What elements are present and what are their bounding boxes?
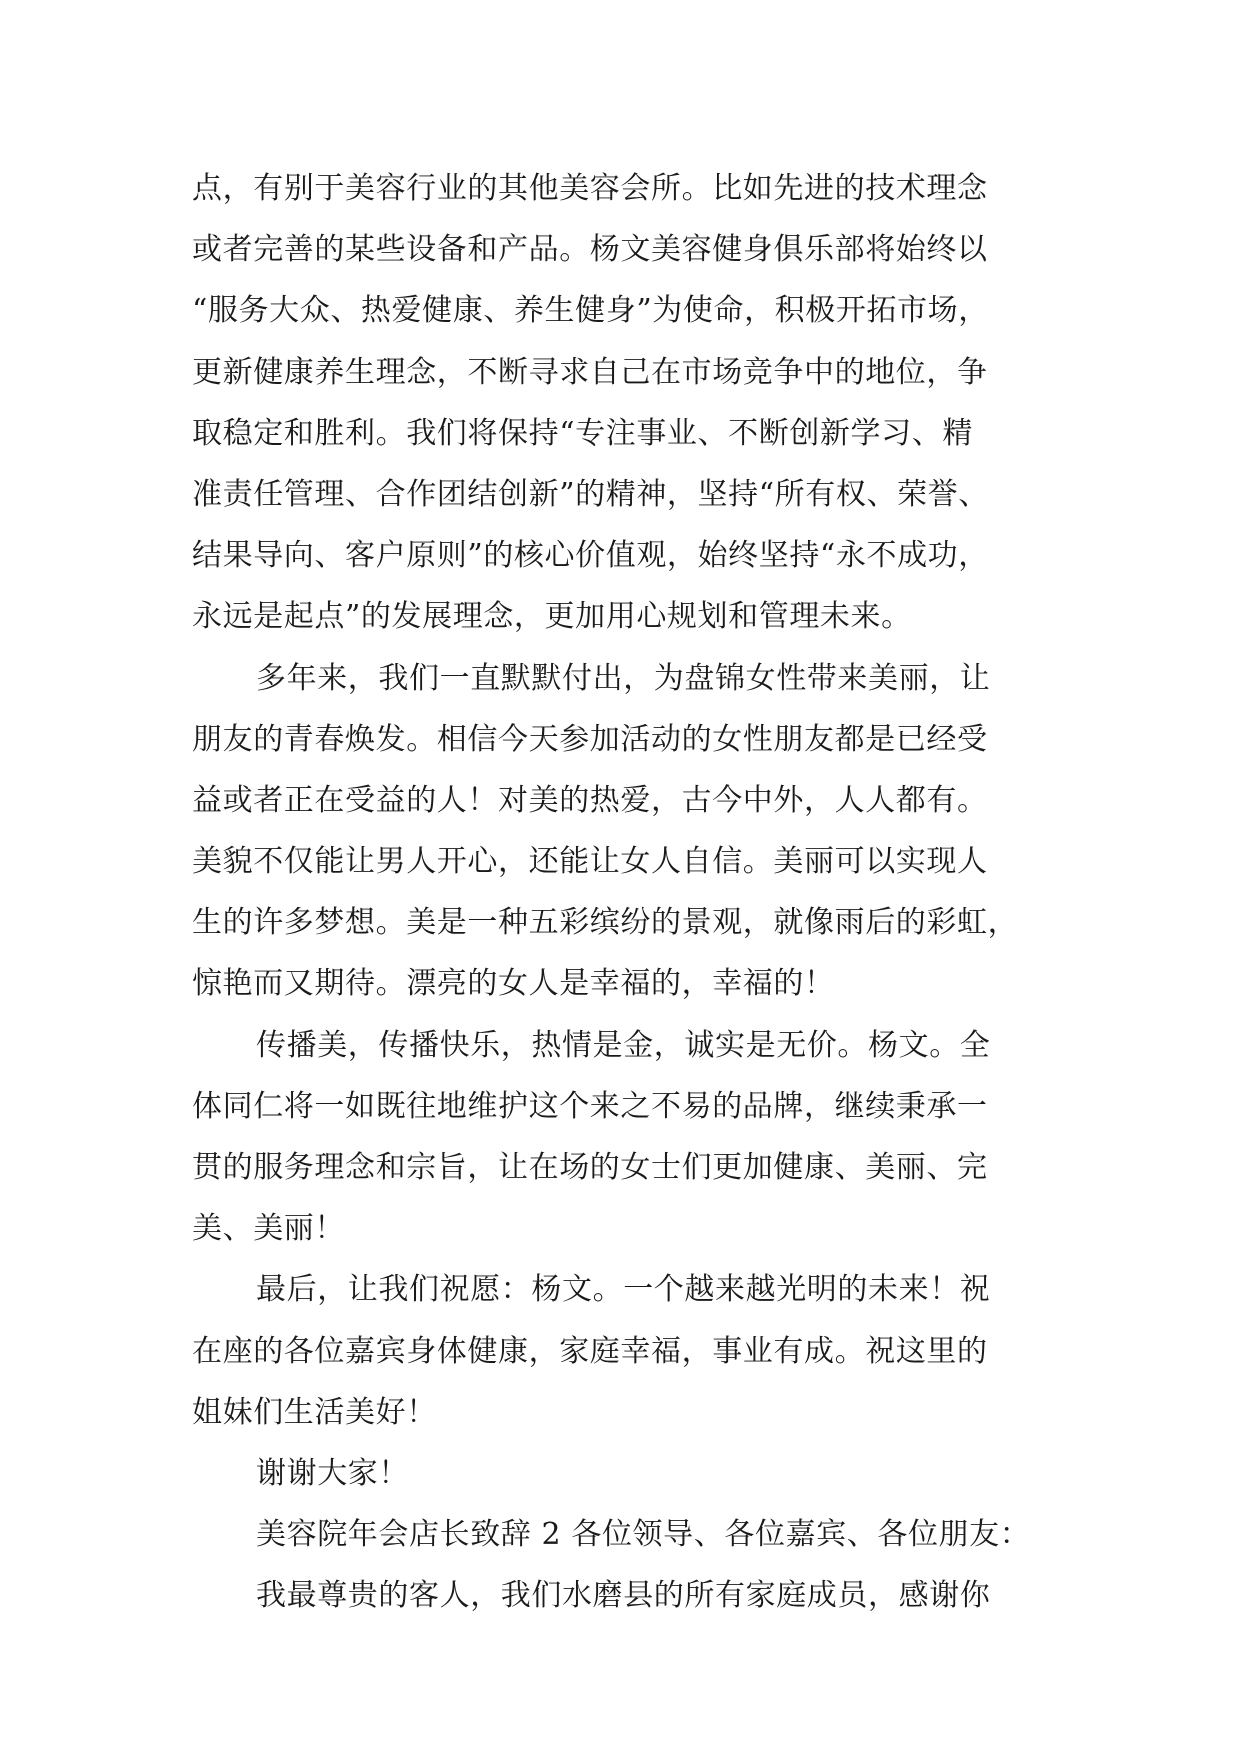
text-line: 或者完善的某些设备和产品。杨文美容健身俱乐部将始终以: [192, 232, 988, 268]
paragraph-start-line: 谢谢大家！: [256, 1455, 409, 1491]
paragraph-start-line: 美容院年会店长致辞 2 各位领导、各位嘉宾、各位朋友：: [256, 1517, 1031, 1553]
text-line: 生的许多梦想。美是一种五彩缤纷的景观，就像雨后的彩虹，: [192, 905, 1019, 941]
text-line: 朋友的青春焕发。相信今天参加活动的女性朋友都是已经受: [192, 721, 988, 757]
paragraph-start-line: 多年来，我们一直默默付出，为盘锦女性带来美丽，让: [256, 660, 991, 696]
text-line: 益或者正在受益的人！对美的热爱，古今中外，人人都有。: [192, 782, 988, 818]
text-line: 结果导向、客户原则”的核心价值观，始终坚持“永不成功，: [192, 538, 989, 574]
text-line: 准责任管理、合作团结创新”的精神，坚持“所有权、荣誉、: [192, 476, 989, 512]
text-line: 更新健康养生理念，不断寻求自己在市场竞争中的地位，争: [192, 354, 988, 390]
text-line: 贯的服务理念和宗旨，让在场的女士们更加健康、美丽、完: [192, 1150, 988, 1185]
paragraph-start-line: 我最尊贵的客人，我们水磨县的所有家庭成员，感谢你: [256, 1578, 991, 1614]
text-line: 永远是起点”的发展理念，更加用心规划和管理未来。: [192, 599, 912, 635]
paragraph-start-line: 传播美，传播快乐，热情是金，诚实是无价。杨文。全: [256, 1027, 991, 1063]
text-line: 取稳定和胜利。我们将保持“专注事业、不断创新学习、精: [192, 415, 973, 451]
text-line: 体同仁将一如既往地维护这个来之不易的品牌，继续秉承一: [192, 1088, 988, 1124]
text-line: 美貌不仅能让男人开心，还能让女人自信。美丽可以实现人: [192, 844, 988, 880]
document-page: [192, 158, 1048, 1627]
text-line: 姐妹们生活美好！: [192, 1394, 437, 1430]
text-line: 惊艳而又期待。漂亮的女人是幸福的，幸福的！: [192, 966, 835, 1002]
paragraph-start-line: 最后，让我们祝愿：杨文。一个越来越光明的未来！祝: [256, 1272, 991, 1308]
text-line: 点，有别于美容行业的其他美容会所。比如先进的技术理念: [192, 171, 988, 206]
text-line: 美、美丽！: [192, 1211, 345, 1247]
text-line: 在座的各位嘉宾身体健康，家庭幸福，事业有成。祝这里的: [192, 1333, 988, 1369]
text-line: “服务大众、热爱健康、养生健身”为使命，积极开拓市场，: [192, 293, 989, 329]
